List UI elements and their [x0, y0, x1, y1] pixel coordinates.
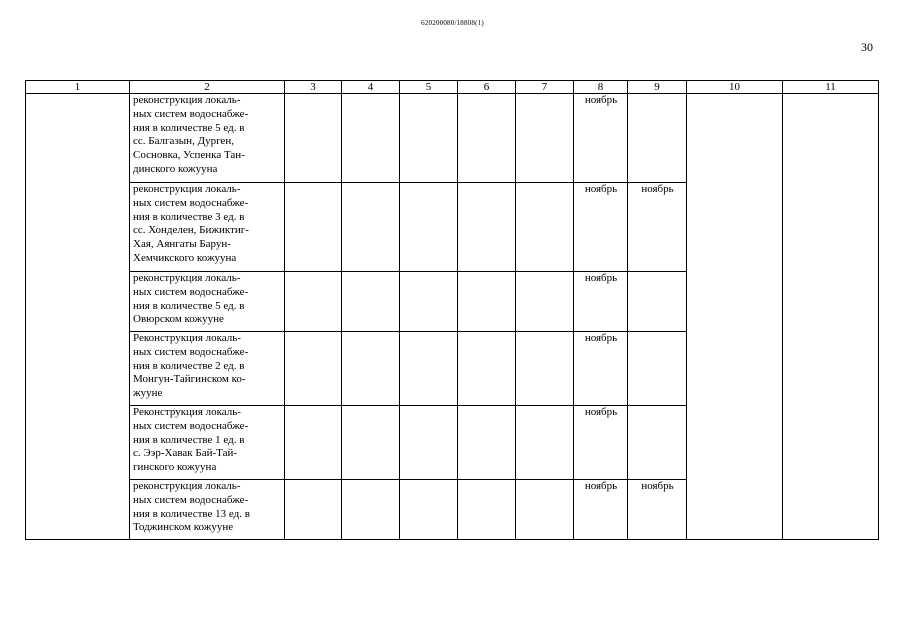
activity-description: реконструкция локаль- ных систем водоснабже- ния в количестве 5 ед. в Овюрском кожууне — [130, 272, 285, 332]
table-cell — [285, 332, 342, 406]
column-header: 6 — [458, 81, 516, 94]
table-cell — [285, 183, 342, 272]
table-cell — [516, 272, 574, 332]
month-cell-8: ноябрь — [574, 183, 628, 272]
table-cell — [400, 94, 458, 183]
column-header: 7 — [516, 81, 574, 94]
table-cell — [285, 480, 342, 540]
activity-description: Реконструкция локаль- ных систем водоснабже- ния в количестве 2 ед. в Монгун-Тайгинском ко- жууне — [130, 332, 285, 406]
activity-description: реконструкция локаль- ных систем водоснабже- ния в количестве 5 ед. в сс. Балгазын, Дурген, Сосновка, Успенка Тан- динского кожууна — [130, 94, 285, 183]
month-cell-8: ноябрь — [574, 480, 628, 540]
table-cell — [400, 480, 458, 540]
column-1-cell — [26, 94, 130, 540]
table-cell — [342, 332, 400, 406]
column-header: 8 — [574, 81, 628, 94]
table-cell — [516, 332, 574, 406]
table-cell — [458, 480, 516, 540]
table-header-row — [26, 81, 879, 94]
activity-description: Реконструкция локаль- ных систем водоснабже- ния в количестве 1 ед. в с. Ээр-Хавак Бай-Тай- гинского кожууна — [130, 406, 285, 480]
activity-description: реконструкция локаль- ных систем водоснабже- ния в количестве 3 ед. в сс. Хонделен, Бижиктиг- Хая, Аянгаты Барун- Хемчикского кожууна — [130, 183, 285, 272]
column-header: 1 — [26, 81, 130, 94]
schedule-table — [25, 80, 879, 540]
month-cell-9: ноябрь — [628, 183, 687, 272]
table-cell — [342, 94, 400, 183]
month-cell-8: ноябрь — [574, 94, 628, 183]
table-cell — [285, 272, 342, 332]
activity-description: реконструкция локаль- ных систем водоснабже- ния в количестве 13 ед. в Тоджинском кожууне — [130, 480, 285, 540]
table-cell — [516, 183, 574, 272]
column-header: 11 — [783, 81, 879, 94]
column-10-cell — [687, 94, 783, 540]
table-cell — [458, 272, 516, 332]
table-cell — [458, 406, 516, 480]
table-cell — [516, 406, 574, 480]
column-header: 4 — [342, 81, 400, 94]
column-header: 3 — [285, 81, 342, 94]
table-cell — [516, 480, 574, 540]
table-cell — [285, 94, 342, 183]
table-cell — [458, 94, 516, 183]
month-cell-8: ноябрь — [574, 272, 628, 332]
table-cell — [400, 272, 458, 332]
table-cell — [342, 480, 400, 540]
column-11-cell — [783, 94, 879, 540]
month-cell-9: ноябрь — [628, 480, 687, 540]
table-cell — [458, 332, 516, 406]
column-header: 2 — [130, 81, 285, 94]
column-header: 5 — [400, 81, 458, 94]
table-cell — [400, 332, 458, 406]
table-cell — [400, 406, 458, 480]
month-cell-9 — [628, 94, 687, 183]
table-cell — [342, 272, 400, 332]
table-cell — [342, 183, 400, 272]
table-cell — [400, 183, 458, 272]
month-cell-8: ноябрь — [574, 406, 628, 480]
table-row — [26, 94, 879, 183]
table-cell — [342, 406, 400, 480]
table-cell — [516, 94, 574, 183]
page-number: 30 — [861, 40, 873, 54]
table-cell — [458, 183, 516, 272]
column-header: 10 — [687, 81, 783, 94]
document-id: 620200080/18808(1) — [421, 19, 484, 27]
month-cell-8: ноябрь — [574, 332, 628, 406]
table-cell — [285, 406, 342, 480]
column-header: 9 — [628, 81, 687, 94]
month-cell-9 — [628, 332, 687, 406]
month-cell-9 — [628, 406, 687, 480]
month-cell-9 — [628, 272, 687, 332]
